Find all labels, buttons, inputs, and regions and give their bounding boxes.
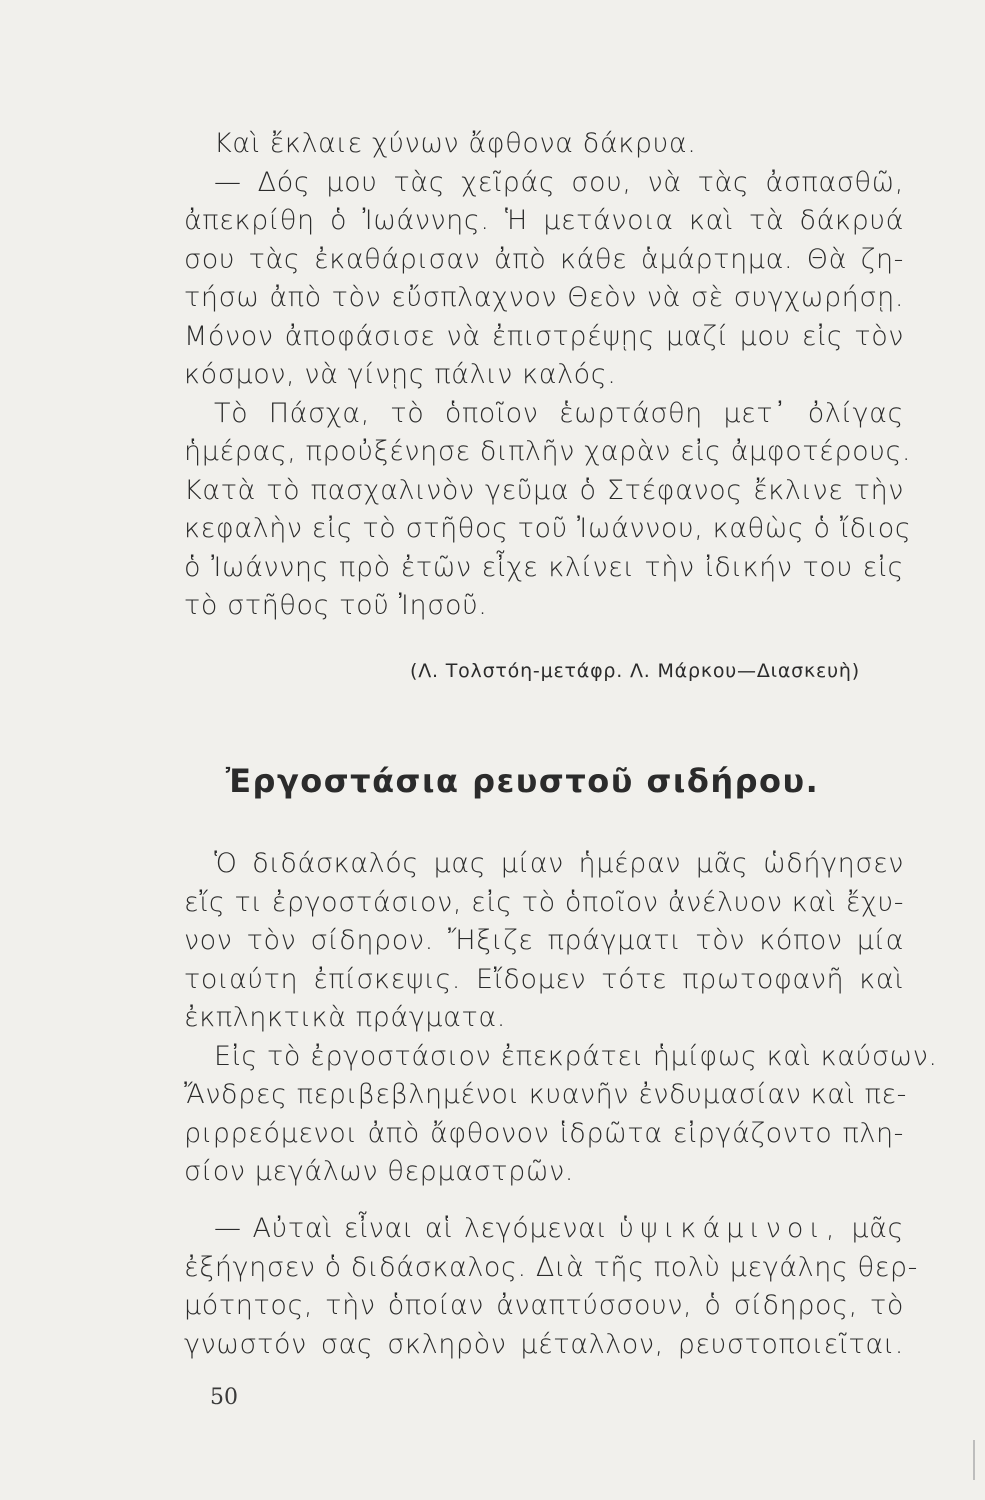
section-heading: Ἐργοστάσια ρευστοῦ σιδήρου. bbox=[225, 762, 820, 800]
text-line: Κατὰ τὸ πασχαλινὸν γεῦμα ὁ Στέφανος ἔκλινε τὴν bbox=[184, 474, 904, 506]
paragraph-block-1 bbox=[184, 125, 912, 626]
text-segment: — Αὐταὶ εἶναι αἱ λεγόμεναι bbox=[214, 1213, 608, 1244]
text-line: μότητος, τὴν ὁποίαν ἀναπτύσσουν, ὁ σίδηρος, τὸ bbox=[184, 1290, 904, 1321]
text-line: τὸ στῆθος τοῦ Ἰησοῦ. bbox=[184, 590, 488, 621]
emphasized-term: ὑψικάμινοι, bbox=[618, 1213, 841, 1244]
text-line: Εἰς τὸ ἐργοστάσιον ἐπεκράτει ἡμίφως καὶ καύσων. bbox=[214, 1040, 938, 1072]
scan-edge-mark bbox=[973, 1440, 975, 1480]
text-segment: μᾶς bbox=[851, 1213, 904, 1244]
paragraph-block-2 bbox=[184, 845, 938, 1192]
text-line: Ἄνδρες περιβεβλημένοι κυανῆν ἐνδυμασίαν καὶ πε- bbox=[184, 1079, 908, 1110]
text-line: τήσω ἀπὸ τὸν εὔσπλαχνον Θεὸν νὰ σὲ συγχωρήσῃ. bbox=[184, 282, 904, 313]
text-line: γνωστόν σας σκληρὸν μέταλλον, ρευστοποιεῖται. bbox=[184, 1328, 904, 1360]
page-number: 50 bbox=[210, 1385, 238, 1410]
text-line: Τὸ Πάσχα, τὸ ὁποῖον ἑωρτάσθη μετ᾽ ὀλίγας bbox=[214, 397, 904, 429]
paragraph-block-3 bbox=[184, 1210, 918, 1364]
text-line: τοιαύτη ἐπίσκεψις. Εἴδομεν τότε πρωτοφανῆ καὶ bbox=[184, 963, 904, 995]
text-line: εἴς τι ἐργοστάσιον, εἰς τὸ ὁποῖον ἀνέλυον καὶ ἔχυ- bbox=[184, 886, 905, 918]
text-line: ἡμέρας, προὐξένησε διπλῆν χαρὰν εἰς ἀμφοτέρους. bbox=[184, 436, 912, 467]
text-line: ἀπεκρίθη ὁ Ἰωάννης. Ἡ μετάνοια καὶ τὰ δάκρυά bbox=[184, 205, 904, 236]
text-line: ὁ Ἰωάννης πρὸ ἐτῶν εἶχε κλίνει τὴν ἰδικήν του εἰς bbox=[184, 551, 904, 583]
text-line: ριρρεόμενοι ἀπὸ ἄφθονον ἱδρῶτα εἰργάζοντο πλη- bbox=[184, 1117, 904, 1149]
text-line bbox=[184, 1210, 904, 1249]
text-line: νον τὸν σίδηρον. Ἤξιζε πράγματι τὸν κόπον μία bbox=[184, 925, 904, 956]
attribution: (Λ. Τολστόη-μετάφρ. Λ. Μάρκου—Διασκευὴ) bbox=[410, 660, 860, 682]
text-line: σίον μεγάλων θερμαστρῶν. bbox=[184, 1156, 574, 1187]
text-line: Καὶ ἔκλαιε χύνων ἄφθονα δάκρυα. bbox=[214, 128, 697, 159]
text-line: ἐκπληκτικὰ πράγματα. bbox=[184, 1002, 506, 1033]
text-line: — Δός μου τὰς χεῖράς σου, νὰ τὰς ἀσπασθῶ, bbox=[214, 166, 904, 198]
text-line: Μόνον ἀποφάσισε νὰ ἐπιστρέψῃς μαζί μου εἰς τὸν bbox=[184, 320, 904, 352]
text-line: κεφαλὴν εἰς τὸ στῆθος τοῦ Ἰωάννου, καθὼς ὁ ἴδιος bbox=[184, 513, 912, 544]
text-line: σου τὰς ἐκαθάρισαν ἀπὸ κάθε ἁμάρτημα. Θὰ ζη- bbox=[184, 243, 904, 275]
text-line: κόσμον, νὰ γίνῃς πάλιν καλός. bbox=[184, 359, 617, 390]
text-line: Ὁ διδάσκαλός μας μίαν ἡμέραν μᾶς ὡδήγησεν bbox=[214, 848, 904, 879]
text-line: ἐξήγησεν ὁ διδάσκαλος. Διὰ τῆς πολὺ μεγάλης θερ- bbox=[184, 1251, 918, 1283]
